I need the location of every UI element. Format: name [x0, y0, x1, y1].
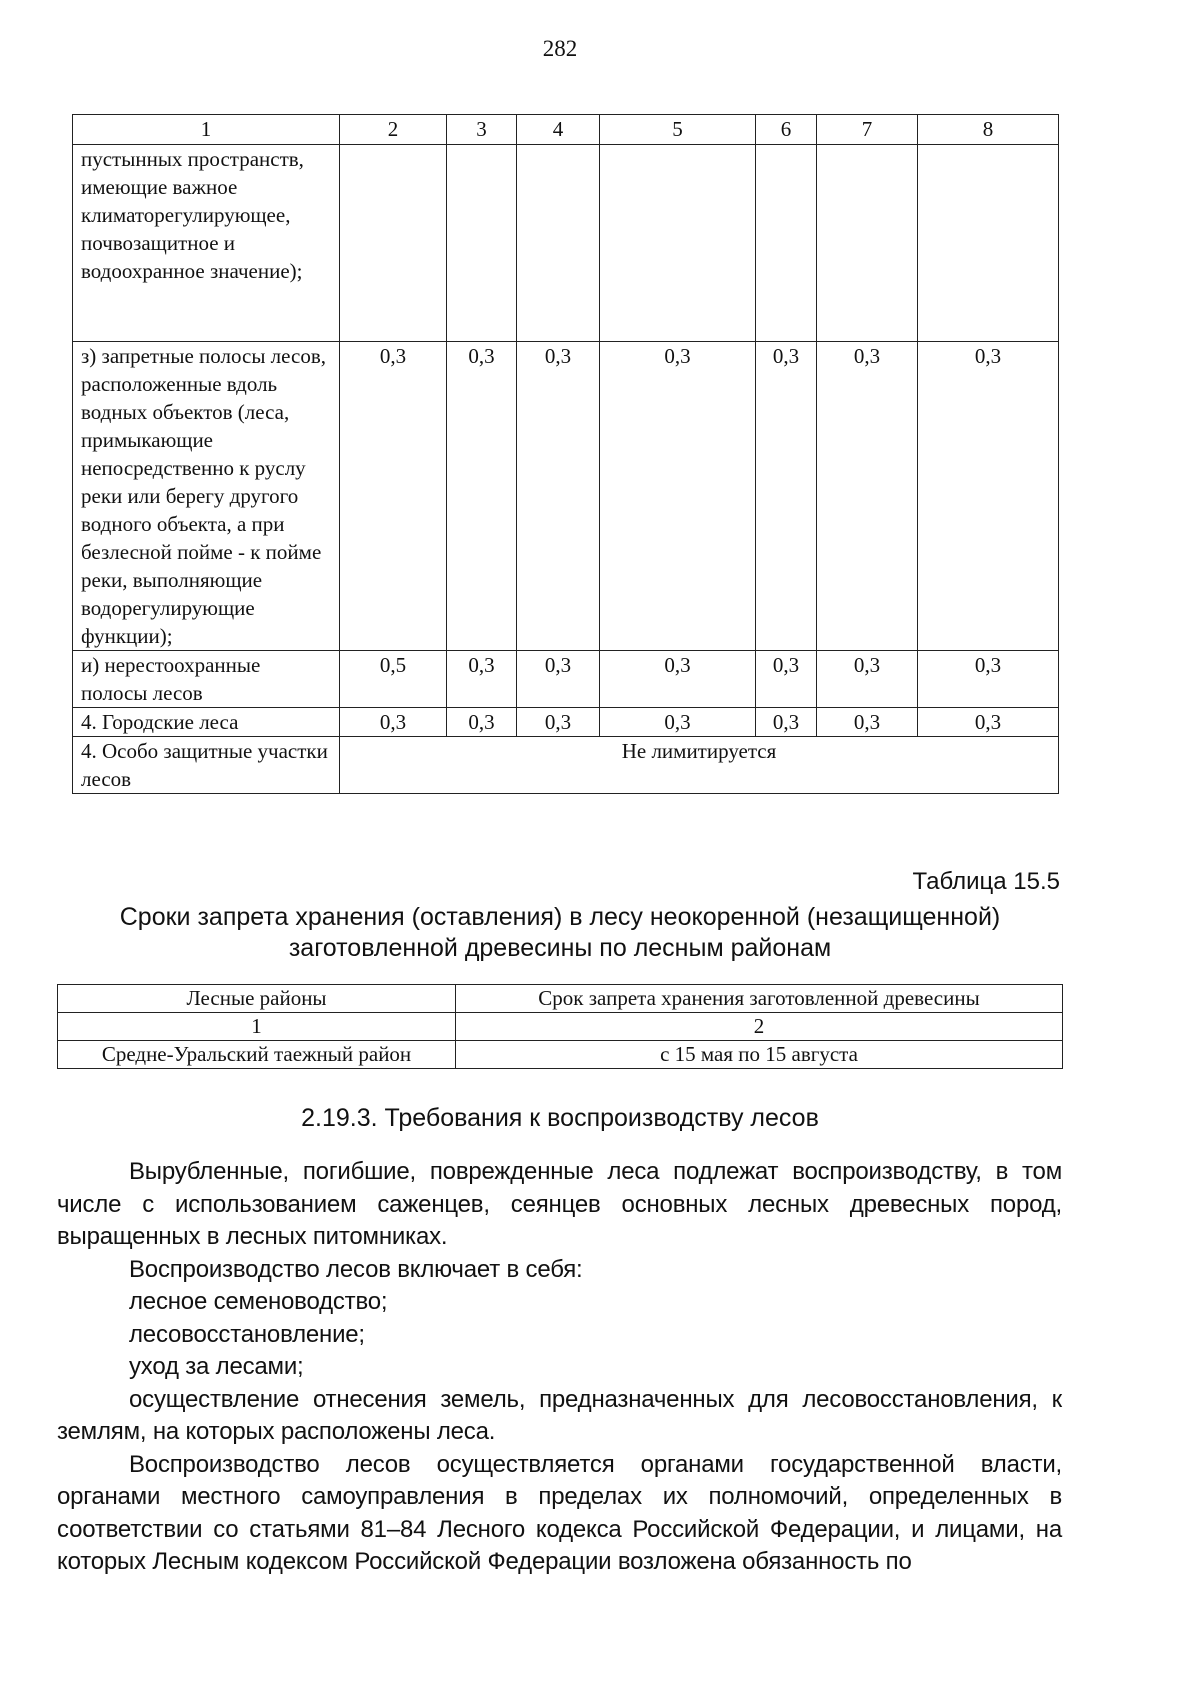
page-number: 282: [542, 36, 578, 61]
list-item: осуществление отнесения земель, предназначенных для лесовосстановления, к землям, на которых расположены леса.: [57, 1385, 1062, 1445]
cell-value: 0,3: [600, 342, 756, 651]
storage-ban-table: [57, 984, 1063, 1069]
cell-value: 0,3: [340, 708, 447, 737]
table-caption-label: Таблица 15.5: [912, 868, 1060, 895]
column-number: 1: [73, 115, 340, 145]
list-item: уход за лесами;: [129, 1353, 304, 1380]
table-row: [73, 708, 1059, 737]
table-row: [73, 342, 1059, 651]
cell-value: 0,3: [447, 651, 517, 708]
cell-value: 0,5: [340, 651, 447, 708]
cell-value: [600, 145, 756, 342]
cell-value: 0,3: [817, 342, 918, 651]
cell-value: 0,3: [447, 342, 517, 651]
cell-value: [756, 145, 817, 342]
cell-value: 0,3: [517, 342, 600, 651]
row-label: з) запретные полосы лесов, расположенные вдоль водных объектов (леса, примыкающие непосредственно к руслу реки или берегу другого водного объекта, а при безлесной пойме - к пойме реки, выполняющие водорегулирующие функции);: [73, 342, 340, 651]
row-label: пустынных пространств, имеющие важное климаторегулирующее, почвозащитное и водоохранное значение);: [73, 145, 340, 342]
cell-value: 0,3: [340, 342, 447, 651]
cell-value: [918, 145, 1059, 342]
table-row: [58, 1041, 1063, 1069]
column-header: Срок запрета хранения заготовленной древесины: [456, 985, 1063, 1013]
forest-region: Средне-Уральский таежный район: [58, 1041, 456, 1069]
body-text: [57, 1156, 1062, 1579]
table-row: [73, 651, 1059, 708]
column-number: 4: [517, 115, 600, 145]
column-number: 6: [756, 115, 817, 145]
forest-norms-table: [72, 114, 1059, 794]
column-number: 5: [600, 115, 756, 145]
cell-value: 0,3: [918, 651, 1059, 708]
cell-value: 0,3: [756, 342, 817, 651]
column-number: 2: [456, 1013, 1063, 1041]
table-row: [73, 737, 1059, 794]
row-label: и) нерестоохранные полосы лесов: [73, 651, 340, 708]
table-caption-title: Сроки запрета хранения (оставления) в лесу неокоренной (незащищенной) заготовленной древесины по лесным районам: [119, 903, 1001, 962]
table-header-row: [58, 985, 1063, 1013]
cell-value: 0,3: [517, 651, 600, 708]
column-number: 8: [918, 115, 1059, 145]
cell-value: 0,3: [817, 708, 918, 737]
cell-value: 0,3: [600, 651, 756, 708]
paragraph: Воспроизводство лесов включает в себя:: [129, 1255, 583, 1283]
ban-period: с 15 мая по 15 августа: [456, 1041, 1063, 1069]
cell-value: [447, 145, 517, 342]
cell-value: 0,3: [918, 342, 1059, 651]
cell-value: [817, 145, 918, 342]
merged-cell-value: Не лимитируется: [340, 737, 1059, 794]
row-label: 4. Особо защитные участки лесов: [73, 737, 340, 794]
table-header-row: [73, 115, 1059, 145]
table-number-row: [58, 1013, 1063, 1041]
cell-value: 0,3: [517, 708, 600, 737]
cell-value: 0,3: [918, 708, 1059, 737]
column-number: 2: [340, 115, 447, 145]
list-item: лесовосстановление;: [129, 1320, 365, 1348]
paragraph: Воспроизводство лесов осуществляется органами государственной власти, органами местного самоуправления в пределах их полномочий, определенных в соответствии со статьями 81–84 Лесного кодекса Российской Федерации, и лицами, на которых Лесным кодексом Российской Федерации возложена обязанность по: [57, 1450, 1062, 1575]
section-heading: 2.19.3. Требования к воспроизводству лесов: [301, 1104, 819, 1132]
list-item: лесное семеноводство;: [129, 1288, 388, 1315]
table-row: [73, 145, 1059, 342]
column-header: Лесные районы: [58, 985, 456, 1013]
cell-value: 0,3: [447, 708, 517, 737]
paragraph: Вырубленные, погибшие, поврежденные леса подлежат воспроизводству, в том числе с использованием саженцев, сеянцев основных лесных древесных пород, выращенных в лесных питомниках.: [57, 1158, 1062, 1250]
cell-value: 0,3: [600, 708, 756, 737]
row-label: 4. Городские леса: [73, 708, 340, 737]
cell-value: [517, 145, 600, 342]
cell-value: 0,3: [756, 651, 817, 708]
column-number: 3: [447, 115, 517, 145]
cell-value: 0,3: [756, 708, 817, 737]
column-number: 7: [817, 115, 918, 145]
column-number: 1: [58, 1013, 456, 1041]
cell-value: [340, 145, 447, 342]
cell-value: 0,3: [817, 651, 918, 708]
